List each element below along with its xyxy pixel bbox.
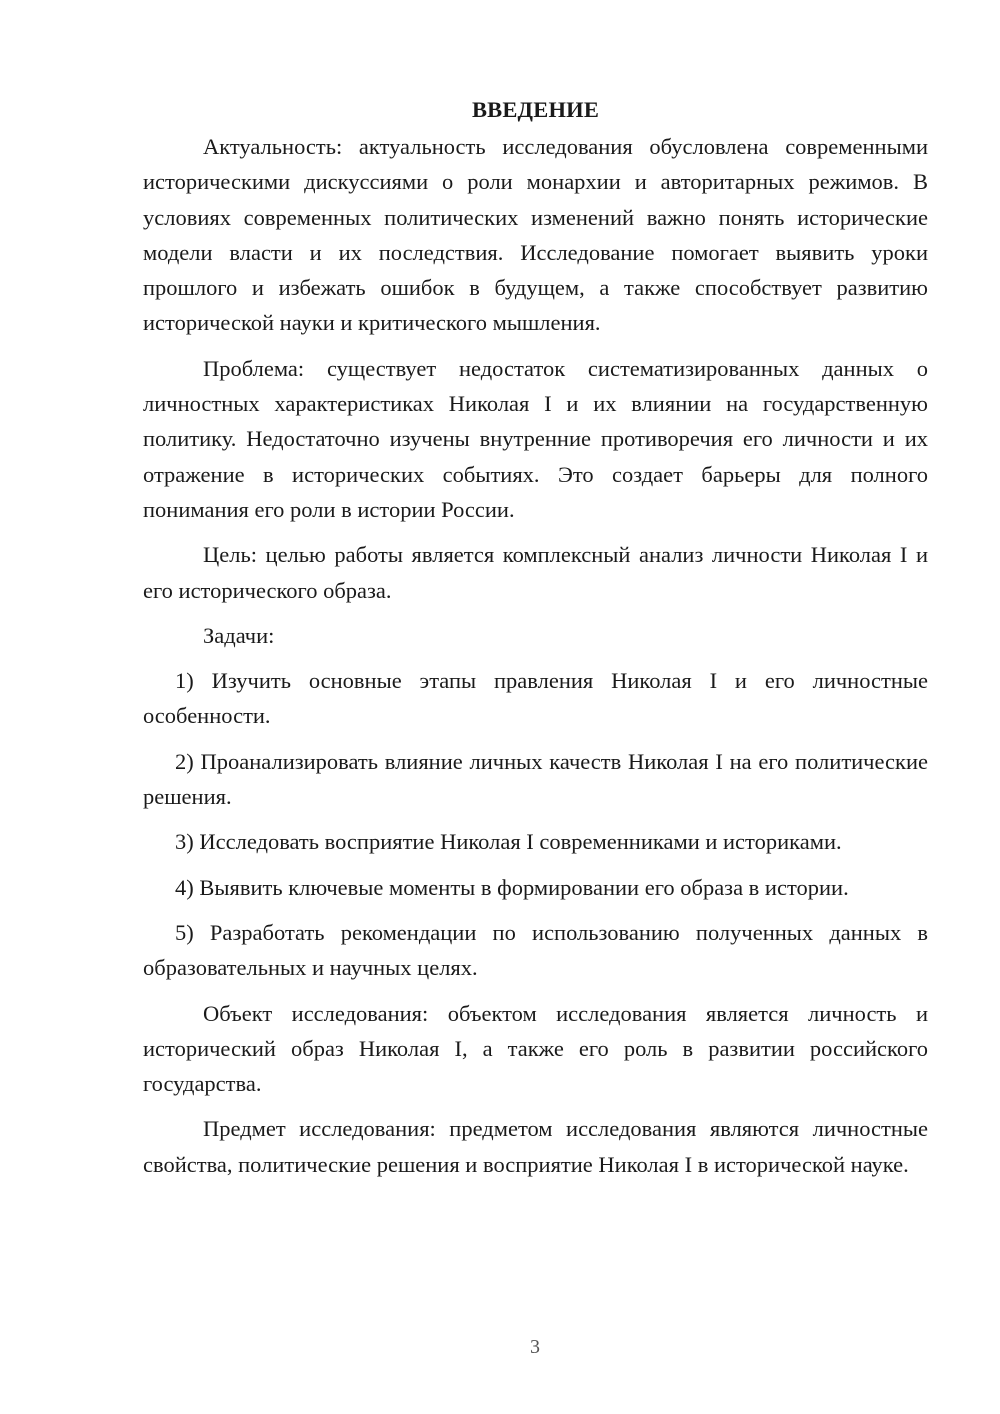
- task-item-5: 5) Разработать рекомендации по использованию полученных данных в образовательных и научных целях.: [143, 919, 928, 981]
- page-number: 3: [530, 1336, 540, 1358]
- object-paragraph: Объект исследования: объектом исследования является личность и исторический образ Николая I, а также его роль в развитии российского государства.: [143, 1000, 928, 1097]
- task-item-2: 2) Проанализировать влияние личных качеств Николая I на его политические решения.: [143, 748, 928, 810]
- task-item-1: 1) Изучить основные этапы правления Николая I и его личностные особенности.: [143, 668, 928, 729]
- task-item-3: 3) Исследовать восприятие Николая I современниками и историками.: [175, 829, 842, 855]
- goal-paragraph: Цель: целью работы является комплексный анализ личности Николая I и его исторического образа.: [143, 542, 928, 603]
- page-title: ВВЕДЕНИЕ: [471, 97, 600, 122]
- tasks-label: Задачи:: [203, 622, 275, 648]
- task-item-4: 4) Выявить ключевые моменты в формировании его образа в истории.: [175, 874, 849, 900]
- subject-paragraph: Предмет исследования: предметом исследования являются личностные свойства, политические решения и восприятие Николая I в исторической науке.: [143, 1116, 928, 1177]
- relevance-paragraph: Актуальность: актуальность исследования обусловлена современными историческими дискуссиями о роли монархии и авторитарных режимов. В условиях современных политических изменений важно понять исторические модели власти и их последствия. Исследование помогает выявить уроки прошлого и избежать ошибок в будущем, а также способствует развитию исторической науки и критического мышления.: [143, 134, 928, 336]
- document-page: [143, 92, 928, 1192]
- problem-paragraph: Проблема: существует недостаток систематизированных данных о личностных характеристиках Николая I и их влиянии на государственную политику. Недостаточно изучены внутренние противоречия его личности и их отражение в исторических событиях. Это создает барьеры для полного понимания его роли в истории России.: [143, 355, 928, 522]
